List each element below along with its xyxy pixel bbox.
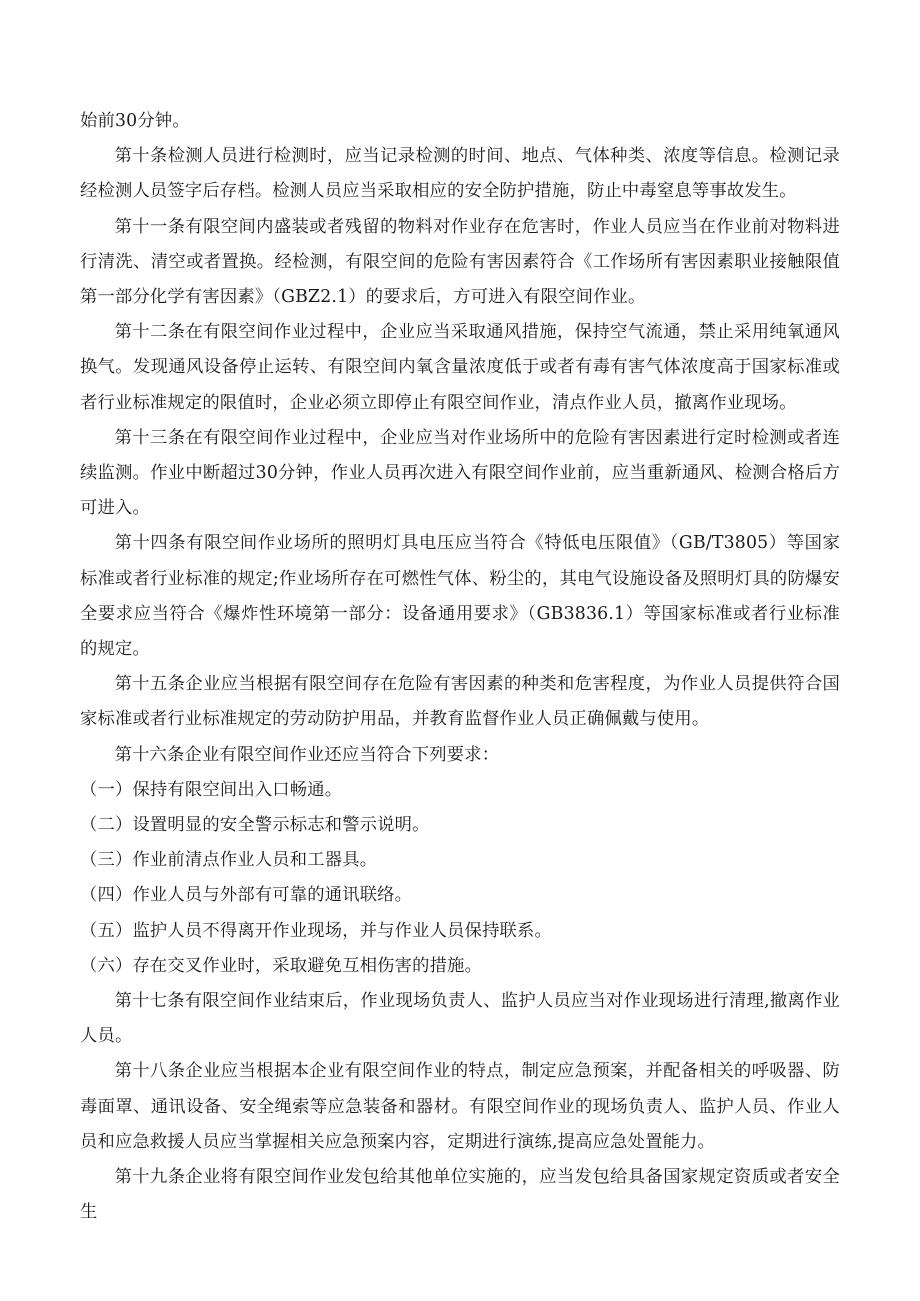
list-item-6: （六）存在交叉作业时，采取避免互相伤害的措施。 xyxy=(80,955,483,976)
article-19: 第十九条企业将有限空间作业发包给其他单位实施的，应当发包给具备国家规定资质或者安全生 xyxy=(80,1167,840,1223)
list-item-1: （一）保持有限空间出入口畅通。 xyxy=(80,779,343,800)
article-14: 第十四条有限空间作业场所的照明灯具电压应当符合《特低电压限值》（GB/T3805）等国家标准或者行业标准的规定;作业场所存在可燃性气体、粉尘的，其电气设施设备及照明灯具的防爆安全要求应当符合《爆炸性环境第一部分：设备通用要求》（GB3836.1）等国家标准或者行业标准的规定。 xyxy=(80,533,840,660)
list-item-2: （二）设置明显的安全警示标志和警示说明。 xyxy=(80,815,430,836)
article-15: 第十五条企业应当根据有限空间存在危险有害因素的种类和危害程度，为作业人员提供符合国家标准或者行业标准规定的劳动防护用品，并教育监督作业人员正确佩戴与使用。 xyxy=(80,674,840,730)
article-16: 第十六条企业有限空间作业还应当符合下列要求： xyxy=(114,744,500,765)
list-item-3: （三）作业前清点作业人员和工器具。 xyxy=(80,850,378,871)
list-item-5: （五）监护人员不得离开作业现场，并与作业人员保持联系。 xyxy=(80,920,552,941)
paragraph-continuation: 始前30分钟。 xyxy=(80,111,190,131)
article-17: 第十七条有限空间作业结束后，作业现场负责人、监护人员应当对作业现场进行清理,撤离作业人员。 xyxy=(80,991,840,1047)
article-13: 第十三条在有限空间作业过程中，企业应当对作业场所中的危险有害因素进行定时检测或者连续监测。作业中断超过30分钟，作业人员再次进入有限空间作业前，应当重新通风、检测合格后方可进入。 xyxy=(80,427,840,519)
article-10: 第十条检测人员进行检测时，应当记录检测的时间、地点、气体种类、浓度等信息。检测记录经检测人员签字后存档。检测人员应当采取相应的安全防护措施，防止中毒窒息等事故发生。 xyxy=(80,146,840,202)
article-11: 第十一条有限空间内盛装或者残留的物料对作业存在危害时，作业人员应当在作业前对物料进行清洗、清空或者置换。经检测，有限空间的危险有害因素符合《工作场所有害因素职业接触限值第一部分化学有害因素》（GBZ2.1）的要求后，方可进入有限空间作业。 xyxy=(80,216,840,308)
article-12: 第十二条在有限空间作业过程中，企业应当采取通风措施，保持空气流通，禁止采用纯氧通风换气。发现通风设备停止运转、有限空间内氧含量浓度低于或者有毒有害气体浓度高于国家标准或者行业标准规定的限值时，企业必须立即停止有限空间作业，清点作业人员，撤离作业现场。 xyxy=(80,322,840,413)
document-body xyxy=(80,104,840,1231)
article-18: 第十八条企业应当根据本企业有限空间作业的特点，制定应急预案，并配备相关的呼吸器、防毒面罩、通讯设备、安全绳索等应急装备和器材。有限空间作业的现场负责人、监护人员、作业人员和应急救援人员应当掌握相关应急预案内容，定期进行演练,提高应急处置能力。 xyxy=(80,1061,840,1152)
list-item-4: （四）作业人员与外部有可靠的通讯联络。 xyxy=(80,885,413,906)
